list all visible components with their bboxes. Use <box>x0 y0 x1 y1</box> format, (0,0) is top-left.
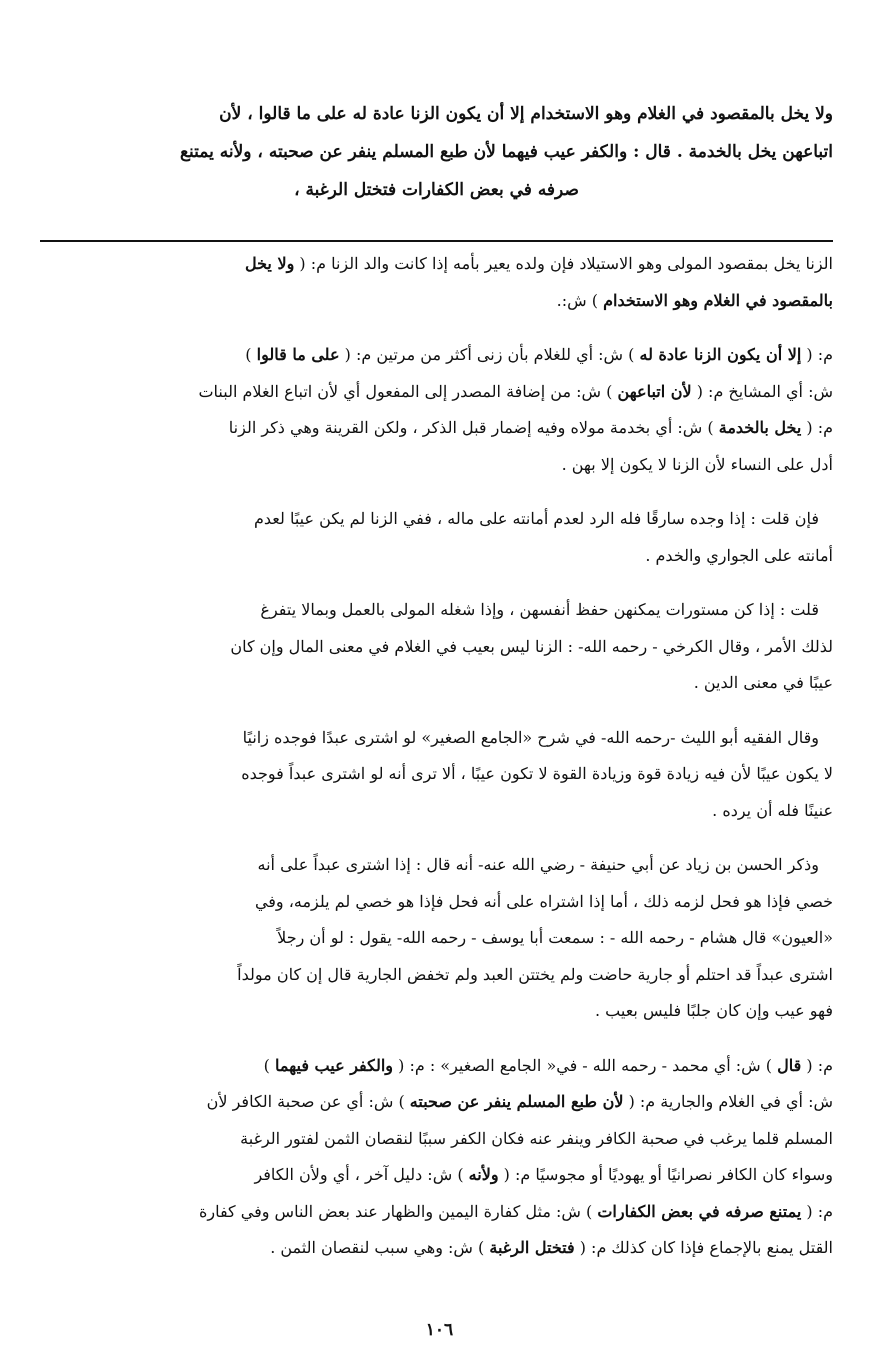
quoted-matn: ولأنه <box>468 1165 499 1184</box>
text-span: وسواء كان الكافر نصرانيًا أو يهوديًا أو مجوسيًا م: ( <box>503 1165 833 1184</box>
text-line: أدل على النساء لأن الزنا لا يكون إلا بهن . <box>561 454 833 474</box>
text-span: القتل يمنع بالإجماع فإذا كان كذلك م: ( <box>579 1238 833 1257</box>
quoted-matn: بالمقصود في الغلام وهو الاستخدام <box>603 290 833 310</box>
text-line <box>40 374 833 411</box>
text-span: م: ( <box>806 1055 833 1075</box>
matn-line: صرفه في بعض الكفارات فتختل الرغبة ، <box>294 180 579 200</box>
text-line: قلت : إذا كن مستورات يمكنهن حفظ أنفسهن ، وإذا شغله المولى بالعمل وبمالا يتفرغ <box>260 600 819 619</box>
quoted-matn: ولا يخل <box>244 254 295 273</box>
text-line: فإن قلت : إذا وجده سارقًا فله الرد لعدم أمانته على ماله ، ففي الزنا لم يكن عيبًا لعدم <box>253 509 819 528</box>
quoted-matn: يمتنع صرفه في بعض الكفارات <box>597 1201 802 1221</box>
text-line: المسلم قلما يرغب في صحبة الكافر وينفر عنه فكان الكفر سببًا لنقصان الثمن لفتور الرغبة <box>240 1128 833 1148</box>
text-line <box>40 337 833 374</box>
matn-line: ولا يخل بالمقصود في الغلام وهو الاستخدام إلا أن يكون الزنا عادة له على ما قالوا ، لأن <box>219 104 833 124</box>
text-span: ) ش:. <box>556 290 599 310</box>
text-line: لذلك الأمر ، وقال الكرخي - رحمه الله- : الزنا ليس بعيب في الغلام في معنى المال وإن كان <box>230 636 833 656</box>
commentary-paragraph <box>40 501 833 574</box>
matn-text-block <box>40 95 833 209</box>
commentary-paragraph <box>40 1048 833 1267</box>
text-span: ) ش: من إضافة المصدر إلى المفعول أي لأن اتباع الغلام البنات <box>198 381 613 401</box>
text-line <box>40 1230 833 1267</box>
text-line: لا يكون عيبًا لأن فيه زيادة قوة وزيادة القوة لا تكون عيبًا ، ألا ترى أنه لو اشترى عبداً فوجده <box>241 764 833 783</box>
text-span: م: ( <box>806 345 833 364</box>
text-line <box>40 246 833 283</box>
text-line <box>40 1157 833 1194</box>
text-line <box>40 283 833 320</box>
text-span: ) ش: دليل آخر ، أي ولأن الكافر <box>254 1165 464 1184</box>
text-span: ش: أي المشايخ م: ( <box>696 381 833 401</box>
text-line: «العيون» قال هشام - رحمه الله - : سمعت أبا يوسف - رحمه الله- يقول : لو أن رجلاً <box>277 928 833 947</box>
text-span: ش: أي في الغلام والجارية م: ( <box>628 1092 833 1111</box>
text-line: فهو عيب وإن كان جلبًا فليس بعيب . <box>595 1001 833 1020</box>
quoted-matn: على ما قالوا <box>256 345 340 364</box>
quoted-matn: قال <box>777 1055 802 1075</box>
text-line: وذكر الحسن بن زياد عن أبي حنيفة - رضي الله عنه- أنه قال : إذا اشترى عبداً على أنه <box>257 855 819 874</box>
text-line: خصي فإذا هو فحل لزمه ذلك ، أما إذا اشتراه على أنه فحل فإذا هو خصي لم يلزمه، وفي <box>254 891 833 911</box>
section-divider <box>40 240 833 242</box>
text-span: ) <box>245 345 252 364</box>
text-line: عنينًا فله أن يرده . <box>712 800 833 820</box>
text-span: الزنا يخل بمقصود المولى وهو الاستيلاد فإن ولده يعير بأمه إذا كانت والد الزنا م: ( <box>299 254 833 273</box>
quoted-matn: يخل بالخدمة <box>718 418 802 437</box>
quoted-matn: فتختل الرغبة <box>489 1238 575 1257</box>
text-span: ) ش: أي بخدمة مولاه وفيه إضمار قبل الذكر ، ولكن القرينة وهي ذكر الزنا <box>228 418 714 437</box>
commentary-paragraph <box>40 246 833 319</box>
commentary-text-block <box>40 246 833 1285</box>
commentary-paragraph <box>40 847 833 1030</box>
text-line <box>40 410 833 447</box>
text-line: أمانته على الجواري والخدم . <box>645 545 833 565</box>
quoted-matn: والكفر عيب فيهما <box>275 1055 394 1075</box>
page-number: ١٠٦ <box>425 1320 454 1340</box>
commentary-paragraph <box>40 720 833 830</box>
text-span: ) ش: أي محمد - رحمه الله - في« الجامع الصغير» : م: ( <box>398 1055 773 1075</box>
quoted-matn: لأن اتباعهن <box>617 381 692 401</box>
text-span: ) ش: مثل كفارة اليمين والظهار عند بعض الناس وفي كفارة <box>198 1201 593 1221</box>
text-span: م: ( <box>806 418 833 437</box>
text-line: اشترى عبداً قد احتلم أو جارية حاضت ولم يختتن العبد ولم تخفض الجارية قال إن كان مولداً <box>237 964 833 984</box>
commentary-paragraph <box>40 337 833 483</box>
text-span: ) <box>263 1055 270 1075</box>
text-line <box>40 1194 833 1231</box>
text-line: وقال الفقيه أبو الليث -رحمه الله- في شرح «الجامع الصغير» لو اشترى عبدًا فوجده زانيًا <box>242 727 819 747</box>
text-span: ) ش: أي عن صحبة الكافر لأن <box>206 1092 405 1111</box>
text-line <box>40 1084 833 1121</box>
matn-line: اتباعهن يخل بالخدمة . قال : والكفر عيب فيهما لأن طبع المسلم ينفر عن صحبته ، ولأنه يمتنع <box>179 142 833 162</box>
text-line <box>40 1048 833 1085</box>
text-line: عيبًا في معنى الدين . <box>693 673 833 692</box>
quoted-matn: لأن طبع المسلم ينفر عن صحبته <box>409 1092 624 1111</box>
text-span: ) ش: أي للغلام بأن زنى أكثر من مرتين م: ( <box>344 345 635 364</box>
text-span: م: ( <box>806 1201 833 1221</box>
text-span: ) ش: وهي سبب لنقصان الثمن . <box>270 1238 485 1257</box>
commentary-paragraph <box>40 592 833 702</box>
quoted-matn: إلا أن يكون الزنا عادة له <box>639 345 802 364</box>
